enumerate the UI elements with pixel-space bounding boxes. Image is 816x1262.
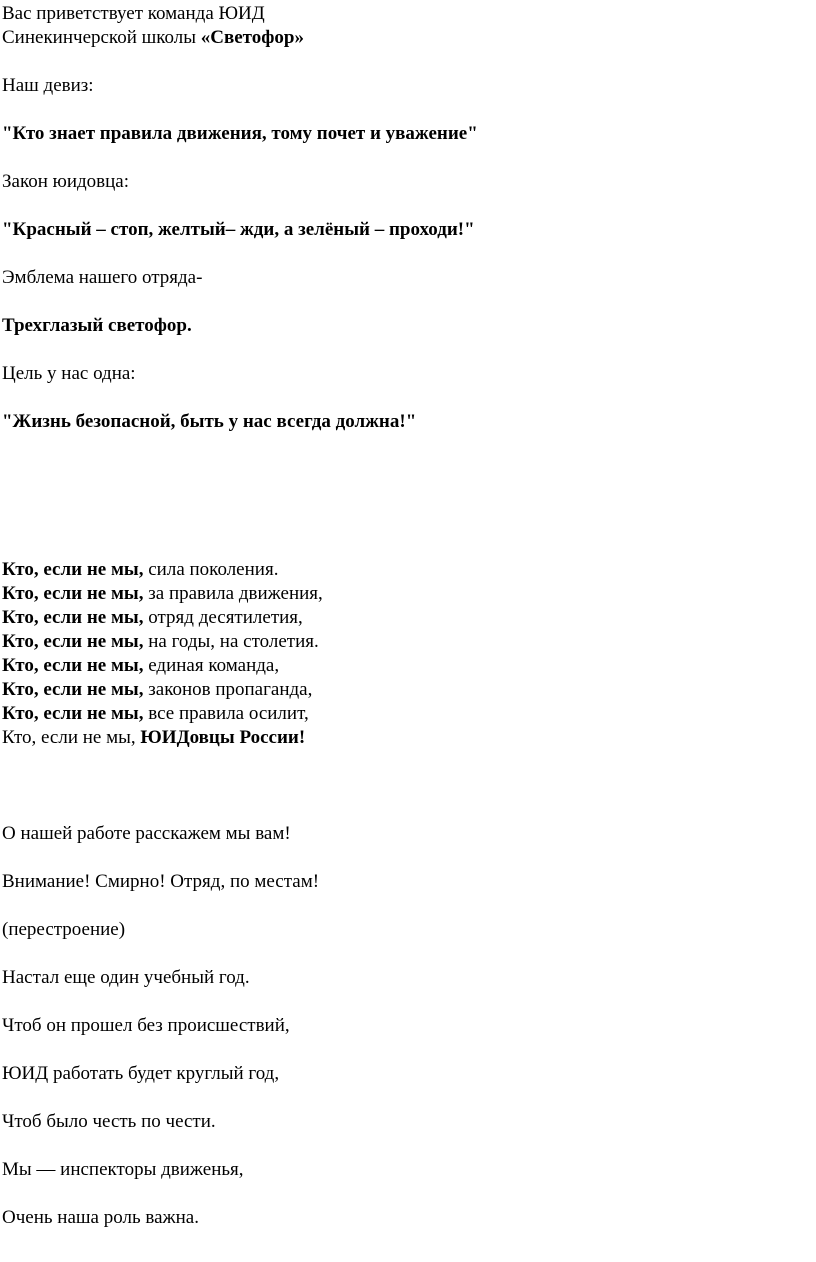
closing-line: ЮИД работать будет круглый год, bbox=[2, 1063, 280, 1084]
law-text: "Красный – стоп, желтый– жди, а зелёный – проходи!" bbox=[2, 219, 475, 240]
greeting-line-2 bbox=[2, 26, 304, 50]
team-name: «Светофор» bbox=[200, 27, 304, 48]
closing-line: Чтоб он прошел без происшествий, bbox=[2, 1015, 290, 1036]
motto-text: "Кто знает правила движения, тому почет и уважение" bbox=[2, 123, 478, 144]
goal-label: Цель у нас одна: bbox=[2, 363, 136, 384]
greeting-line-1: Вас приветствует команда ЮИД bbox=[2, 3, 265, 24]
closing-line: Настал еще один учебный год. bbox=[2, 967, 250, 988]
closing-line: О нашей работе расскажем мы вам! bbox=[2, 823, 291, 844]
closing-line: Мы — инспекторы движенья, bbox=[2, 1159, 244, 1180]
closing-line: Чтоб было честь по чести. bbox=[2, 1111, 216, 1132]
law-label: Закон юидовца: bbox=[2, 171, 130, 192]
poem-line: Кто, если не мы, за правила движения, bbox=[2, 583, 323, 604]
poem-line: Кто, если не мы, законов пропаганда, bbox=[2, 679, 313, 700]
goal-text: "Жизнь безопасной, быть у нас всегда должна!" bbox=[2, 411, 417, 432]
poem-line: Кто, если не мы, единая команда, bbox=[2, 655, 280, 676]
poem-line: Кто, если не мы, все правила осилит, bbox=[2, 703, 309, 724]
emblem-label: Эмблема нашего отряда- bbox=[2, 267, 203, 288]
poem-last-line: Кто, если не мы, ЮИДовцы России! bbox=[2, 727, 306, 748]
closing-line: (перестроение) bbox=[2, 919, 126, 940]
motto-label: Наш девиз: bbox=[2, 75, 94, 96]
closing-line: Очень наша роль важна. bbox=[2, 1207, 199, 1228]
greeting-school: Синекинчерской школы bbox=[2, 27, 201, 48]
poem-line: Кто, если не мы, на годы, на столетия. bbox=[2, 631, 319, 652]
closing-line: Внимание! Смирно! Отряд, по местам! bbox=[2, 871, 320, 892]
poem-line: Кто, если не мы, сила поколения. bbox=[2, 559, 279, 580]
emblem-text: Трехглазый светофор. bbox=[2, 315, 192, 336]
poem-line: Кто, если не мы, отряд десятилетия, bbox=[2, 607, 303, 628]
